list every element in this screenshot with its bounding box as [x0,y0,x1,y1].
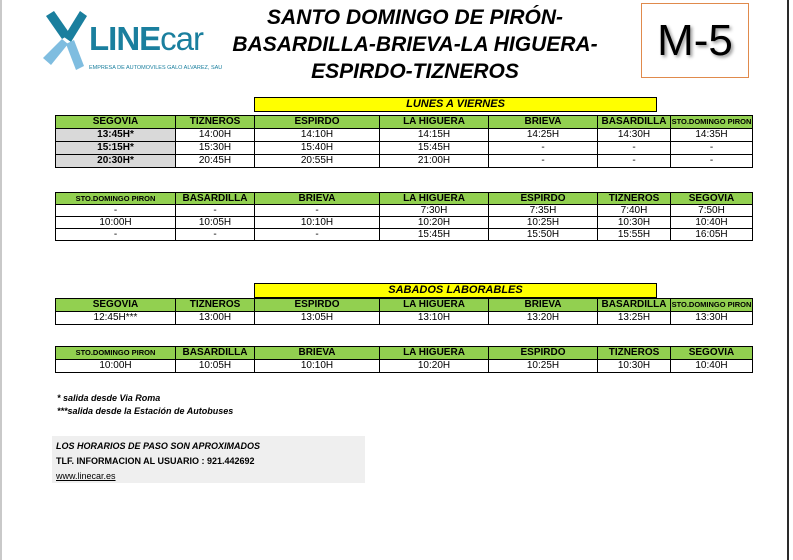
time-cell: 10:00H [56,217,176,229]
time-cell: - [489,155,598,168]
time-cell: 15:15H* [56,142,176,155]
logo-brand-light: car [160,20,204,57]
time-cell: - [56,229,176,241]
time-cell: 7:30H [380,205,489,217]
column-header: BRIEVA [255,193,380,205]
time-cell: 7:35H [489,205,598,217]
time-cell: - [255,229,380,241]
table-row [56,142,753,155]
time-cell: 20:30H* [56,155,176,168]
time-cell: 20:55H [255,155,380,168]
column-header: TIZNEROS [176,116,255,129]
time-cell: 13:25H [598,312,671,325]
time-cell: 15:45H [380,142,489,155]
time-cell: 10:40H [671,360,753,373]
time-cell: 14:15H [380,129,489,142]
footnotes [57,392,233,418]
column-header: LA HIGUERA [380,299,489,312]
header-row [56,193,753,205]
column-header: STO.DOMINGO PIRON [671,299,753,312]
column-header: ESPIRDO [489,193,598,205]
time-cell: 13:45H* [56,129,176,142]
column-header: BASARDILLA [176,193,255,205]
route-code-badge: M-5 [641,3,749,78]
time-cell: - [671,155,753,168]
page-left-edge [0,0,2,560]
table-row [56,360,753,373]
time-cell: 10:10H [255,360,380,373]
approx-times-note: LOS HORARIOS DE PASO SON APROXIMADOS [56,441,261,451]
time-cell: 14:00H [176,129,255,142]
column-header: ESPIRDO [255,299,380,312]
column-header: SEGOVIA [671,347,753,360]
time-cell: 10:20H [380,217,489,229]
column-header: LA HIGUERA [380,193,489,205]
table-row [56,129,753,142]
time-cell: 15:50H [489,229,598,241]
title-line-3: ESPIRDO-TIZNEROS [311,60,519,83]
phone-info: TLF. INFORMACION AL USUARIO : 921.442692 [56,456,255,466]
weekday-label-bar: LUNES A VIERNES [254,97,657,112]
time-cell: 15:40H [255,142,380,155]
header-row [56,347,753,360]
time-cell: 21:00H [380,155,489,168]
time-cell: 15:55H [598,229,671,241]
info-box [52,436,365,483]
page-right-edge [787,0,789,560]
time-cell: 13:00H [176,312,255,325]
time-cell: 10:30H [598,217,671,229]
time-cell: - [255,205,380,217]
time-cell: - [56,205,176,217]
column-header: BASARDILLA [598,299,671,312]
time-cell: 15:30H [176,142,255,155]
column-header: SEGOVIA [56,116,176,129]
time-cell: - [176,229,255,241]
column-header: ESPIRDO [489,347,598,360]
weekday-outbound-table [55,115,753,168]
time-cell: 14:35H [671,129,753,142]
column-header: LA HIGUERA [380,347,489,360]
time-cell: 10:25H [489,217,598,229]
time-cell: 13:20H [489,312,598,325]
column-header: BASARDILLA [598,116,671,129]
time-cell: 16:05H [671,229,753,241]
column-header: LA HIGUERA [380,116,489,129]
logo-brand-bold: LINE [89,20,161,57]
title-line-1: SANTO DOMINGO DE PIRÓN- [267,6,563,29]
time-cell: 10:30H [598,360,671,373]
table-row [56,155,753,168]
time-cell: 20:45H [176,155,255,168]
time-cell: - [489,142,598,155]
weekday-return-table [55,192,753,241]
time-cell: 7:40H [598,205,671,217]
time-cell: 10:10H [255,217,380,229]
time-cell: - [598,142,671,155]
time-cell: 13:05H [255,312,380,325]
saturday-return-table [55,346,753,373]
page-title [200,4,630,85]
time-cell: - [671,142,753,155]
column-header: BRIEVA [489,299,598,312]
logo-wordmark [89,22,203,55]
column-header: ESPIRDO [255,116,380,129]
table-row [56,217,753,229]
footnote-via-roma: * salida desde Via Roma [57,393,161,403]
column-header: SEGOVIA [56,299,176,312]
time-cell: 15:45H [380,229,489,241]
table-row [56,312,753,325]
time-cell: 14:10H [255,129,380,142]
saturday-outbound-table [55,298,753,325]
logo-tagline: EMPRESA DE AUTOMOVILES GALO ALVAREZ, SAU [89,65,223,71]
time-cell: 13:30H [671,312,753,325]
table-row [56,205,753,217]
time-cell: 10:20H [380,360,489,373]
website-link[interactable]: www.linecar.es [56,471,116,481]
time-cell: 14:25H [489,129,598,142]
column-header: TIZNEROS [176,299,255,312]
time-cell: - [176,205,255,217]
time-cell: - [598,155,671,168]
time-cell: 7:50H [671,205,753,217]
column-header: SEGOVIA [671,193,753,205]
title-line-2: BASARDILLA-BRIEVA-LA HIGUERA- [232,33,598,56]
header-row [56,116,753,129]
saturday-label-bar: SABADOS LABORABLES [254,283,657,298]
time-cell: 10:05H [176,360,255,373]
time-cell: 12:45H*** [56,312,176,325]
time-cell: 10:05H [176,217,255,229]
time-cell: 10:40H [671,217,753,229]
time-cell: 10:25H [489,360,598,373]
linecar-x-mark-icon [40,8,88,70]
column-header: TIZNEROS [598,347,671,360]
time-cell: 14:30H [598,129,671,142]
column-header: BASARDILLA [176,347,255,360]
column-header: BRIEVA [489,116,598,129]
time-cell: 10:00H [56,360,176,373]
column-header: STO.DOMINGO PIRON [671,116,753,129]
footnote-bus-station: ***salida desde la Estación de Autobuses [57,406,234,416]
column-header: STO.DOMINGO PIRON [56,347,176,360]
time-cell: 13:10H [380,312,489,325]
header-row [56,299,753,312]
table-row [56,229,753,241]
column-header: BRIEVA [255,347,380,360]
column-header: STO.DOMINGO PIRON [56,193,176,205]
column-header: TIZNEROS [598,193,671,205]
